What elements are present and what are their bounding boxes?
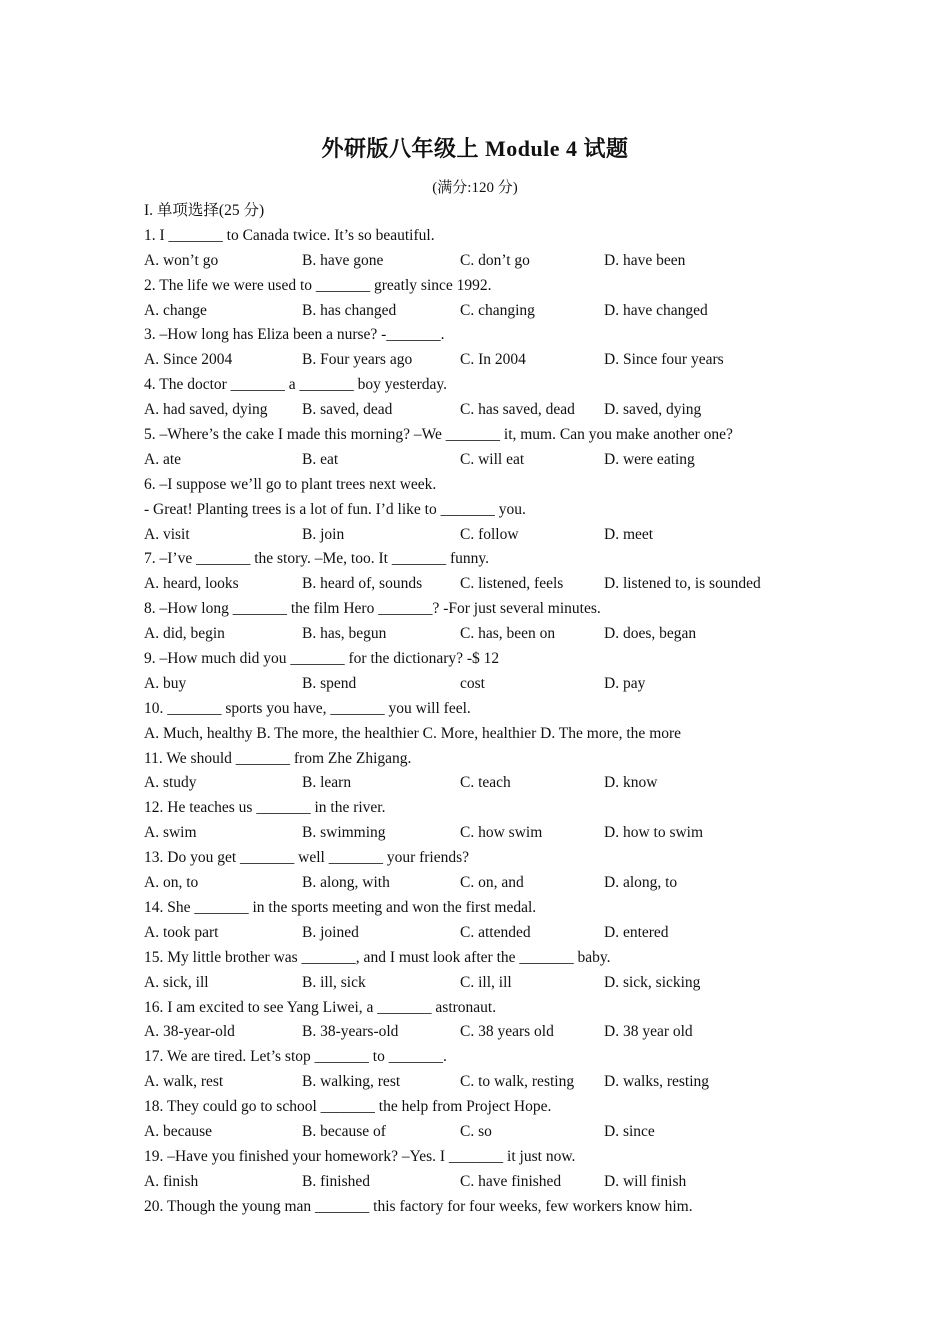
option-c: C. 38 years old <box>460 1023 554 1041</box>
option-b: B. learn <box>302 774 352 792</box>
question-stem: 20. Though the young man _______ this factory for four weeks, few workers know him. <box>144 1197 693 1215</box>
option-a: A. had saved, dying <box>144 401 268 419</box>
option-d: D. sick, sicking <box>604 973 701 991</box>
option-b: B. walking, rest <box>302 1073 401 1091</box>
option-d: D. since <box>604 1122 655 1140</box>
option-c: C. so <box>460 1122 492 1140</box>
option-a: A. took part <box>144 923 219 941</box>
option-d: D. were eating <box>604 450 695 468</box>
option-d: D. walks, resting <box>604 1073 710 1091</box>
option-c: C. In 2004 <box>460 351 526 369</box>
question-stem: 11. We should _______ from Zhe Zhigang. <box>144 749 412 767</box>
options-row <box>144 398 824 423</box>
options-row <box>144 1020 824 1045</box>
options-row <box>144 348 824 373</box>
option-a: A. 38-year-old <box>144 1023 235 1041</box>
option-d: D. have changed <box>604 301 708 319</box>
options-row <box>144 622 824 647</box>
option-d: D. listened to, is sounded <box>604 575 761 593</box>
option-b: B. joined <box>302 923 359 941</box>
option-a: A. did, begin <box>144 625 225 643</box>
question-stem: 8. –How long _______ the film Hero _______? -For just several minutes. <box>144 600 601 618</box>
option-d: D. pay <box>604 674 646 692</box>
options-row: A. Much, healthy B. The more, the healthier C. More, healthier D. The more, the more <box>144 724 682 742</box>
option-a: A. change <box>144 301 207 319</box>
option-b: B. along, with <box>302 874 390 892</box>
section-heading: I. 单项选择(25 分) <box>144 202 265 219</box>
question-stem: 14. She _______ in the sports meeting and won the first medal. <box>144 898 537 916</box>
option-b: B. saved, dead <box>302 401 393 419</box>
options-row <box>144 448 824 473</box>
option-b: B. has, begun <box>302 625 387 643</box>
option-b: B. 38-years-old <box>302 1023 399 1041</box>
question-stem: 10. _______ sports you have, _______ you will feel. <box>144 699 471 717</box>
options-row <box>144 1120 824 1145</box>
option-c: C. follow <box>460 525 519 543</box>
option-a: A. buy <box>144 674 187 692</box>
score-note: (满分:120 分) <box>432 180 518 196</box>
option-b: B. Four years ago <box>302 351 413 369</box>
option-c: C. ill, ill <box>460 973 512 991</box>
option-d: D. saved, dying <box>604 401 702 419</box>
option-a: A. ate <box>144 450 182 468</box>
option-c: C. on, and <box>460 874 524 892</box>
question-stem-continued: - Great! Planting trees is a lot of fun. I’d like to _______ you. <box>144 500 526 518</box>
option-d: D. Since four years <box>604 351 724 369</box>
options-row <box>144 971 824 996</box>
option-c: C. have finished <box>460 1172 562 1190</box>
question-stem: 4. The doctor _______ a _______ boy yesterday. <box>144 376 448 394</box>
option-c: C. how swim <box>460 824 543 842</box>
options-row <box>144 523 824 548</box>
question-stem: 17. We are tired. Let’s stop _______ to _______. <box>144 1048 447 1066</box>
options-row <box>144 672 824 697</box>
option-b: B. join <box>302 525 345 543</box>
option-a: A. won’t go <box>144 251 219 269</box>
options-row <box>144 1070 824 1095</box>
option-b: B. swimming <box>302 824 386 842</box>
options-row <box>144 572 824 597</box>
question-stem: 2. The life we were used to _______ greatly since 1992. <box>144 276 492 294</box>
option-b: B. spend <box>302 674 357 692</box>
option-b: B. heard of, sounds <box>302 575 423 593</box>
option-c: C. don’t go <box>460 251 530 269</box>
option-a: A. visit <box>144 525 190 543</box>
option-a: A. study <box>144 774 197 792</box>
option-d: D. along, to <box>604 874 678 892</box>
option-a: A. heard, looks <box>144 575 239 593</box>
options-row <box>144 821 824 846</box>
question-stem: 9. –How much did you _______ for the dictionary? -$ 12 <box>144 650 500 668</box>
option-c: C. attended <box>460 923 531 941</box>
question-stem: 1. I _______ to Canada twice. It’s so beautiful. <box>144 226 435 244</box>
question-stem: 19. –Have you finished your homework? –Yes. I _______ it just now. <box>144 1147 576 1165</box>
options-row <box>144 249 824 274</box>
option-d: D. will finish <box>604 1172 687 1190</box>
question-stem: 15. My little brother was _______, and I must look after the _______ baby. <box>144 948 611 966</box>
option-b: B. finished <box>302 1172 371 1190</box>
option-c: C. to walk, resting <box>460 1073 575 1091</box>
question-stem: 3. –How long has Eliza been a nurse? -_______. <box>144 326 445 344</box>
option-a: A. Since 2004 <box>144 351 233 369</box>
option-b: B. ill, sick <box>302 973 366 991</box>
options-row <box>144 771 824 796</box>
option-a: A. because <box>144 1122 212 1140</box>
question-stem: 7. –I’ve _______ the story. –Me, too. It _______ funny. <box>144 550 489 568</box>
question-stem: 13. Do you get _______ well _______ your friends? <box>144 849 470 867</box>
option-a: A. finish <box>144 1172 199 1190</box>
option-b: B. has changed <box>302 301 397 319</box>
option-d: D. how to swim <box>604 824 704 842</box>
option-a: A. walk, rest <box>144 1073 224 1091</box>
option-b: B. eat <box>302 450 339 468</box>
option-c: cost <box>460 674 485 692</box>
option-d: D. know <box>604 774 658 792</box>
option-d: D. does, began <box>604 625 697 643</box>
question-stem: 12. He teaches us _______ in the river. <box>144 799 386 817</box>
page-title: 外研版八年级上 Module 4 试题 <box>321 136 629 161</box>
option-d: D. entered <box>604 923 669 941</box>
option-a: A. sick, ill <box>144 973 209 991</box>
option-a: A. swim <box>144 824 197 842</box>
option-a: A. on, to <box>144 874 199 892</box>
option-b: B. because of <box>302 1122 386 1140</box>
option-d: D. 38 year old <box>604 1023 693 1041</box>
option-c: C. will eat <box>460 450 525 468</box>
question-stem: 6. –I suppose we’ll go to plant trees next week. <box>144 475 437 493</box>
option-c: C. has saved, dead <box>460 401 575 419</box>
option-c: C. changing <box>460 301 535 319</box>
question-stem: 16. I am excited to see Yang Liwei, a _______ astronaut. <box>144 998 497 1016</box>
option-c: C. has, been on <box>460 625 556 643</box>
options-row <box>144 871 824 896</box>
option-d: D. have been <box>604 251 686 269</box>
option-c: C. listened, feels <box>460 575 564 593</box>
question-stem: 18. They could go to school _______ the help from Project Hope. <box>144 1098 552 1116</box>
options-row <box>144 921 824 946</box>
option-d: D. meet <box>604 525 654 543</box>
option-b: B. have gone <box>302 251 384 269</box>
options-row <box>144 299 824 324</box>
option-c: C. teach <box>460 774 511 792</box>
question-list <box>144 199 824 1220</box>
question-stem: 5. –Where’s the cake I made this morning? –We _______ it, mum. Can you make another one? <box>144 426 733 444</box>
options-row <box>144 1170 824 1195</box>
